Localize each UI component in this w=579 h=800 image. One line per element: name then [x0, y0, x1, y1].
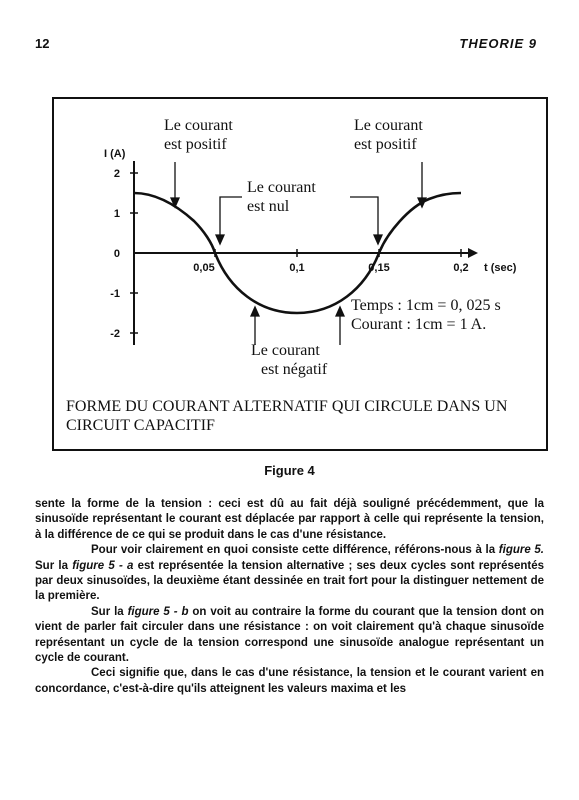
paragraph-2: Pour voir clairement en quoi consiste cette différence, référons-nous à la figure 5. Sur la figure 5 - a est représentée la tension alternative ; ses deux cycles sont représentés par deux sinusoïdes, la deuxième étant dessinée en trait fort pour la distinguer nettement de la première.	[35, 544, 544, 603]
annotation-positive-2: est positif	[354, 136, 417, 153]
scale-time: Temps : 1cm = 0, 025 s	[351, 297, 501, 314]
x-tick-label: 0,05	[193, 262, 215, 274]
annotation-positive-1: Le courant	[164, 117, 233, 134]
figure-label: Figure 4	[264, 463, 315, 478]
body-text	[35, 497, 544, 697]
y-axis-label: I (A)	[104, 148, 126, 160]
page-number: 12	[35, 36, 50, 51]
chapter-title: THEORIE 9	[459, 36, 537, 51]
figure-caption: FORME DU COURANT ALTERNATIF QUI CIRCULE DANS UN CIRCUIT CAPACITIF	[66, 398, 508, 434]
paragraph-3: Sur la figure 5 - b on voit au contraire la forme du courant que la tension dont on vient de parler fait circuler dans une résistance : on voit clairement qu'à chaque sinusoïde représentant un cycle de la tension correspond une sinusoïde analogue représentant un cycle de courant.	[35, 605, 544, 665]
annotation-negative: est négatif	[261, 361, 328, 378]
y-tick-label: -1	[110, 288, 120, 300]
x-axis-arrow	[468, 248, 478, 258]
y-tick-label: 1	[113, 208, 120, 220]
annotation-null: est nul	[247, 198, 290, 215]
scale-current: Courant : 1cm = 1 A.	[351, 316, 487, 333]
annotation-positive-1: est positif	[164, 136, 227, 153]
figure-frame	[52, 97, 548, 451]
annotation-negative: Le courant	[251, 342, 320, 359]
x-tick-label: 0,1	[289, 262, 305, 274]
y-tick-label: 2	[113, 168, 120, 180]
x-tick-label: 0,2	[453, 262, 469, 274]
annotation-positive-2: Le courant	[354, 117, 423, 134]
x-tick-label: 0,15	[368, 262, 390, 274]
x-axis-label: t (sec)	[484, 262, 517, 274]
annotation-null: Le courant	[247, 179, 316, 196]
paragraph-4: Ceci signifie que, dans le cas d'une résistance, la tension et le courant varient en concordance, c'est-à-dire qu'ils atteignent les valeurs maxima et les	[35, 667, 544, 695]
paragraph-1: sente la forme de la tension : ceci est dû au fait déjà souligné précédemment, que la sinusoïde représentant le courant est déplacée par rapport à celle qui représente la tension, à la différence de ce qui se produit dans le cas d'une résistance.	[35, 498, 544, 541]
y-tick-label: 0	[113, 248, 120, 260]
y-tick-label: -2	[110, 328, 120, 340]
